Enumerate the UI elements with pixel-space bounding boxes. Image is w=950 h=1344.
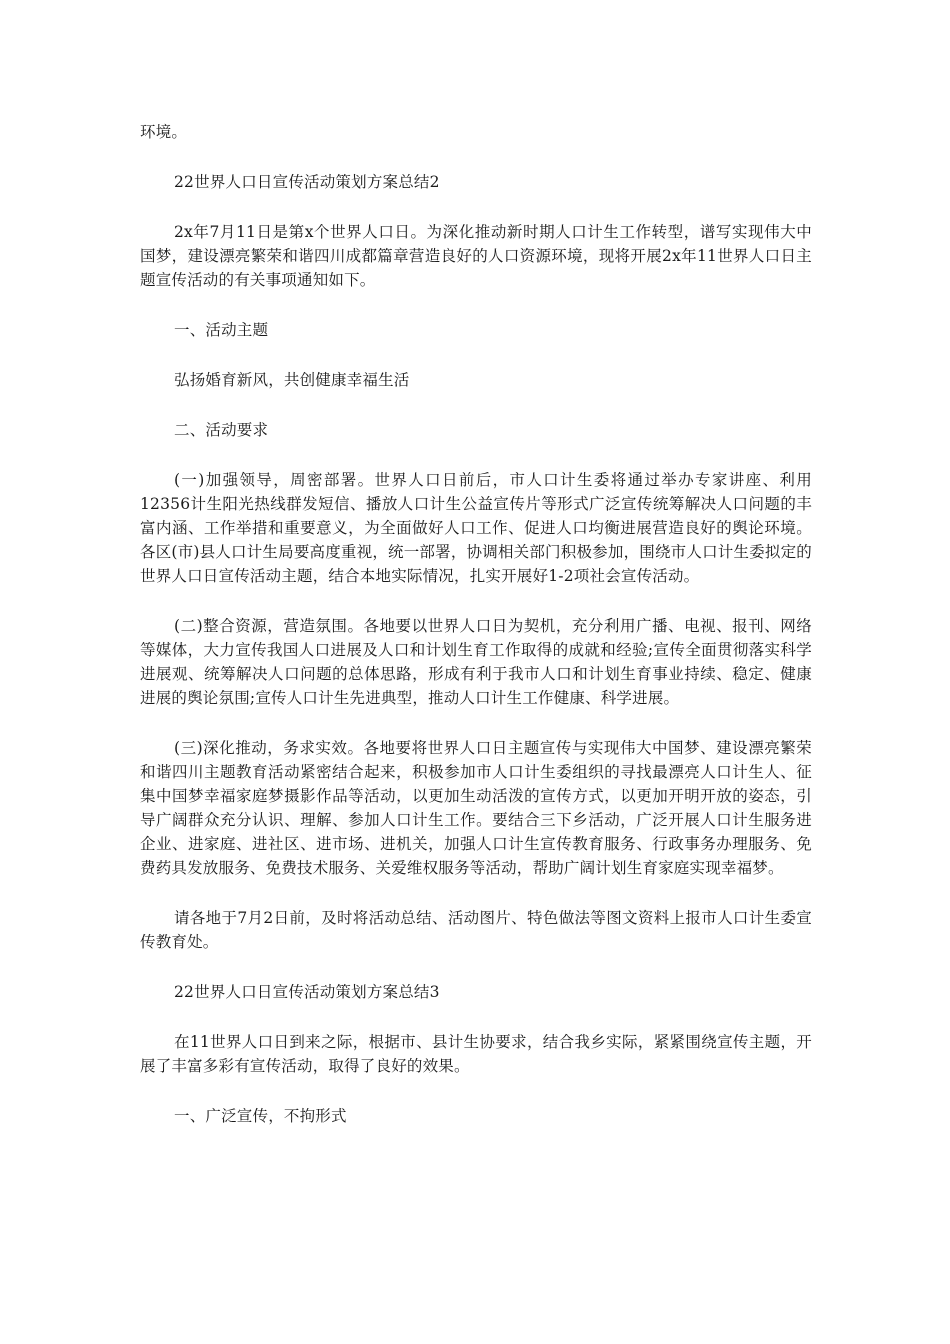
requirement-paragraph-2: (二)整合资源，营造氛围。各地要以世界人口日为契机，充分利用广播、电视、报刊、网络等媒体，大力宣传我国人口进展及人口和计划生育工作取得的成就和经验;宣传全面贯彻落实科学进展观、统筹解决人口问题的总体思路，形成有利于我市人口和计划生育事业持续、稳定、健康进展的舆论氛围;宣传人口计生先进典型，推动人口计生工作健康、科学进展。 — [140, 617, 812, 707]
document-page — [140, 120, 812, 1128]
section-title-3: 22世界人口日宣传活动策划方案总结3 — [174, 983, 440, 1001]
requirement-paragraph-1: (一)加强领导，周密部署。世界人口日前后，市人口计生委将通过举办专家讲座、利用12356计生阳光热线群发短信、播放人口计生公益宣传片等形式广泛宣传统筹解决人口问题的丰富内涵、工作举措和重要意义，为全面做好人口工作、促进人口均衡进展营造良好的舆论环境。各区(市)县人口计生局要高度重视，统一部署，协调相关部门积极参加，围绕市人口计生委拟定的世界人口日宣传活动主题，结合本地实际情况，扎实开展好1-2项社会宣传活动。 — [140, 471, 812, 585]
submission-notice: 请各地于7月2日前，及时将活动总结、活动图片、特色做法等图文资料上报市人口计生委宣传教育处。 — [140, 909, 812, 951]
heading-activity-requirements: 二、活动要求 — [174, 421, 269, 439]
requirement-paragraph-3: (三)深化推动，务求实效。各地要将世界人口日主题宣传与实现伟大中国梦、建设漂亮繁荣和谐四川主题教育活动紧密结合起来，积极参加市人口计生委组织的寻找最漂亮人口计生人、征集中国梦幸福家庭梦摄影作品等活动，以更加生动活泼的宣传方式，以更加开明开放的姿态，引导广阔群众充分认识、理解、参加人口计生工作。要结合三下乡活动，广泛开展人口计生服务进企业、进家庭、进社区、进市场、进机关，加强人口计生宣传教育服务、行政事务办理服务、免费药具发放服务、免费技术服务、关爱维权服务等活动，帮助广阔计划生育家庭实现幸福梦。 — [140, 739, 812, 877]
section-title-2: 22世界人口日宣传活动策划方案总结2 — [174, 173, 440, 191]
heading-activity-theme: 一、活动主题 — [174, 321, 269, 339]
theme-slogan: 弘扬婚育新风，共创健康幸福生活 — [174, 371, 410, 389]
heading-wide-publicity: 一、广泛宣传，不拘形式 — [174, 1107, 347, 1125]
summary-intro-paragraph: 在11世界人口日到来之际，根据市、县计生协要求，结合我乡实际，紧紧围绕宣传主题，开展了丰富多彩有宣传活动，取得了良好的效果。 — [140, 1033, 812, 1075]
intro-paragraph: 2x年7月11日是第x个世界人口日。为深化推动新时期人口计生工作转型，谱写实现伟大中国梦，建设漂亮繁荣和谐四川成都篇章营造良好的人口资源环境，现将开展2x年11世界人口日主题宣传活动的有关事项通知如下。 — [140, 223, 812, 289]
paragraph-continuation: 环境。 — [140, 123, 188, 141]
